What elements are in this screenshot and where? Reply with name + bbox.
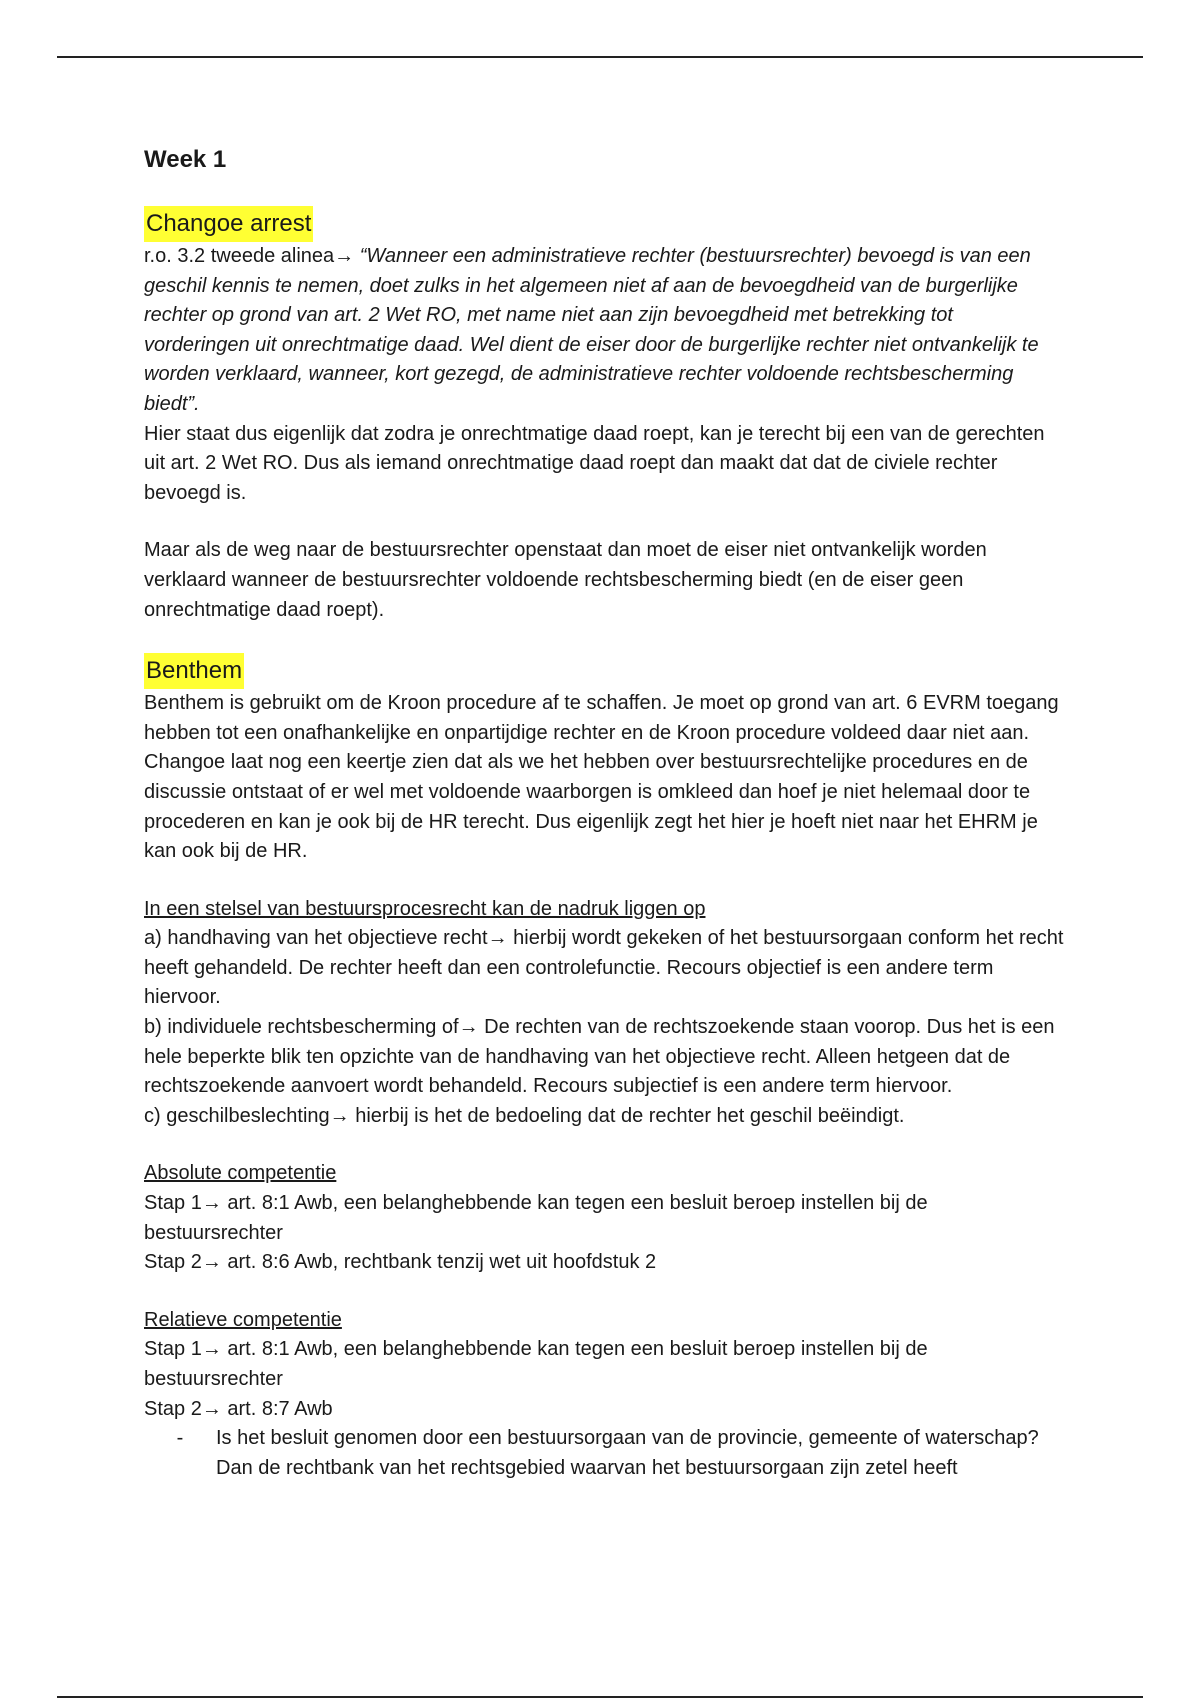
stelsel-item-a-text: hierbij wordt gekeken of het bestuursorgaan conform het recht heeft gehandeld. De rechter heeft dan een controlefunctie. Recours objectief is een andere term hiervoor. <box>144 927 1064 1009</box>
arrow-icon: → <box>487 927 508 950</box>
dash-bullet-icon: - <box>176 1427 184 1450</box>
section-relatieve <box>144 1306 1064 1484</box>
absolute-step-2 <box>144 1248 1064 1278</box>
absolute-step-1-prefix: Stap 1 <box>144 1192 202 1215</box>
spacer <box>144 508 1064 536</box>
spacer <box>144 1278 1064 1306</box>
absolute-title: Absolute competentie <box>144 1162 337 1185</box>
relatieve-bullet <box>144 1424 1064 1483</box>
relatieve-step-1 <box>144 1335 1064 1394</box>
relatieve-title: Relatieve competentie <box>144 1308 342 1331</box>
spacer <box>144 867 1064 895</box>
arrow-icon: → <box>458 1016 479 1039</box>
stelsel-item-c <box>144 1102 1064 1132</box>
arrow-icon: → <box>201 1397 222 1420</box>
absolute-step-2-prefix: Stap 2 <box>144 1251 202 1274</box>
changoe-ref: r.o. 3.2 tweede alinea <box>144 245 335 267</box>
arrow-icon: → <box>329 1104 350 1127</box>
bottom-rule <box>57 1696 1143 1698</box>
changoe-title: Changoe arrest <box>144 206 313 242</box>
relatieve-step-2-prefix: Stap 2 <box>144 1397 202 1420</box>
changoe-quote-paragraph <box>144 242 1064 420</box>
section-stelsel <box>144 895 1064 1132</box>
changoe-para-1: Hier staat dus eigenlijk dat zodra je onrechtmatige daad roept, kan je terecht bij een van de gerechten uit art. 2 Wet RO. Dus als iemand onrechtmatige daad roept dan maakt dat dat de civiele rechter bevoegd is. <box>144 422 1045 504</box>
absolute-step-2-text: art. 8:6 Awb, rechtbank tenzij wet uit hoofdstuk 2 <box>221 1251 657 1274</box>
stelsel-item-b-prefix: b) individuele rechtsbescherming of <box>144 1016 459 1039</box>
relatieve-step-2-text: art. 8:7 Awb <box>221 1397 333 1420</box>
relatieve-step-2 <box>144 1395 1064 1425</box>
stelsel-item-b <box>144 1013 1064 1102</box>
spacer <box>144 625 1064 653</box>
arrow-icon: → <box>201 1192 222 1215</box>
stelsel-item-a-prefix: a) handhaving van het objectieve recht <box>144 927 488 950</box>
arrow-icon: → <box>201 1251 222 1274</box>
changoe-quote: “Wanneer een administratieve rechter (bestuursrechter) bevoegd is van een geschil kennis te nemen, doet zulks in het algemeen niet af aan de bevoegdheid van de burgerlijke rechter op grond van art. 2 Wet RO, met name niet aan zijn bevoegdheid met betrekking tot vorderingen uit onrechtmatige daad. Wel dient de eiser door de burgerlijke rechter niet ontvankelijk te worden verklaard, wanneer, kort gezegd, de administratieve rechter voldoende rechtsbescherming biedt”. <box>144 245 1039 415</box>
relatieve-bullet-text: Is het besluit genomen door een bestuursorgaan van de provincie, gemeente of waterschap? Dan de rechtbank van het rechtsgebied waarvan het bestuursorgaan zijn zetel heeft <box>216 1427 1039 1479</box>
stelsel-item-c-prefix: c) geschilbeslechting <box>144 1104 330 1127</box>
document-page <box>144 142 1064 1483</box>
changoe-para-2: Maar als de weg naar de bestuursrechter openstaat dan moet de eiser niet ontvankelijk worden verklaard wanneer de bestuursrechter voldoende rechtsbescherming biedt (en de eiser geen onrechtmatige daad roept). <box>144 539 987 621</box>
arrow-icon: → <box>334 245 355 267</box>
top-rule <box>57 56 1143 58</box>
stelsel-item-c-text: hierbij is het de bedoeling dat de rechter het geschil beëindigt. <box>349 1104 905 1127</box>
stelsel-title: In een stelsel van bestuursprocesrecht kan de nadruk liggen op <box>144 897 706 920</box>
arrow-icon: → <box>201 1338 222 1361</box>
absolute-step-1 <box>144 1189 1064 1248</box>
stelsel-item-b-text: De rechten van de rechtszoekende staan voorop. Dus het is een hele beperkte blik ten opzichte van de handhaving van het objectieve recht. Alleen hetgeen dat de rechtszoekende aanvoert wordt behandeld. Recours subjectief is een andere term hiervoor. <box>144 1016 1055 1098</box>
section-changoe <box>144 206 1064 625</box>
benthem-title: Benthem <box>144 653 244 689</box>
stelsel-item-a <box>144 924 1064 1013</box>
spacer <box>144 1131 1064 1159</box>
spacer <box>144 178 1064 206</box>
relatieve-step-1-prefix: Stap 1 <box>144 1338 202 1361</box>
absolute-step-1-text: art. 8:1 Awb, een belanghebbende kan tegen een besluit beroep instellen bij de bestuursrechter <box>144 1192 928 1244</box>
relatieve-step-1-text: art. 8:1 Awb, een belanghebbende kan tegen een besluit beroep instellen bij de bestuursrechter <box>144 1338 928 1390</box>
section-absolute <box>144 1159 1064 1277</box>
benthem-para: Benthem is gebruikt om de Kroon procedure af te schaffen. Je moet op grond van art. 6 EVRM toegang hebben tot een onafhankelijke en onpartijdige rechter en de Kroon procedure voldeed daar niet aan. Changoe laat nog een keertje zien dat als we het hebben over bestuursrechtelijke procedures en de discussie ontstaat of er wel met voldoende waarborgen is omkleed dan hoef je niet helemaal door te procederen en kan je ook bij de HR terecht. Dus eigenlijk zegt het hier je hoeft niet naar het EHRM je kan ook bij de HR. <box>144 692 1059 863</box>
section-benthem <box>144 653 1064 867</box>
week-title: Week 1 <box>144 146 227 173</box>
